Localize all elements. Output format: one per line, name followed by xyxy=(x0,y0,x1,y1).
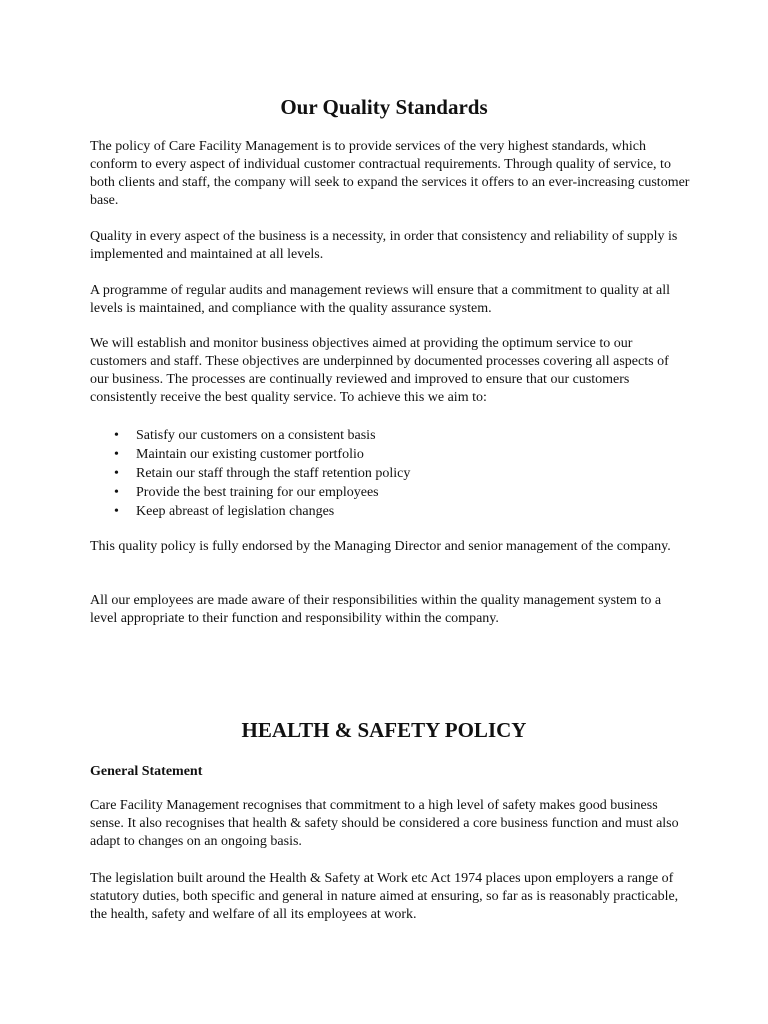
quality-paragraph-4: We will establish and monitor business objectives aimed at providing the optimum service to our customers and staff. These objectives are underpinned by documented processes covering all aspects of our business. The processes are continually reviewed and improved to ensure that our customers consistently receive the best quality service. To achieve this we aim to: xyxy=(90,336,669,405)
list-item-text: Keep abreast of legislation changes xyxy=(136,504,335,519)
health-paragraph-2: The legislation built around the Health & Safety at Work etc Act 1974 places upon employers a range of statutory duties, both specific and general in nature aimed at ensuring, so far as is reasonably practicable, the health, safety and welfare of all its employees at work. xyxy=(90,871,679,922)
general-statement-heading: General Statement xyxy=(90,764,203,779)
list-item-text: Retain our staff through the staff retention policy xyxy=(136,466,411,481)
list-item xyxy=(90,464,690,483)
list-item-text: Provide the best training for our employees xyxy=(136,485,379,500)
health-safety-title: HEALTH & SAFETY POLICY xyxy=(241,718,527,742)
bullet-icon: • xyxy=(114,504,119,519)
quality-standards-title: Our Quality Standards xyxy=(280,95,488,119)
quality-paragraph-5: This quality policy is fully endorsed by the Managing Director and senior management of the company. xyxy=(90,539,671,554)
health-paragraph-1: Care Facility Management recognises that commitment to a high level of safety makes good business sense. It also recognises that health & safety should be considered a core business function and must also adapt to changes on an ongoing basis. xyxy=(90,798,679,849)
list-item-text: Maintain our existing customer portfolio xyxy=(136,447,364,462)
quality-paragraph-1: The policy of Care Facility Management is to provide services of the very highest standards, which conform to every aspect of individual customer contractual requirements. Through quality of service, to both clients and staff, the company will seek to expand the services it offers to an ever-increasing customer base. xyxy=(90,139,690,208)
list-item-text: Satisfy our customers on a consistent basis xyxy=(136,428,376,443)
bullet-icon: • xyxy=(114,466,119,481)
quality-aims-list xyxy=(90,426,690,521)
list-item xyxy=(90,445,690,464)
quality-paragraph-3: A programme of regular audits and management reviews will ensure that a commitment to quality at all levels is maintained, and compliance with the quality assurance system. xyxy=(90,283,671,316)
bullet-icon: • xyxy=(114,428,119,443)
list-item xyxy=(90,502,690,521)
quality-paragraph-2: Quality in every aspect of the business is a necessity, in order that consistency and reliability of supply is implemented and maintained at all levels. xyxy=(90,229,678,262)
bullet-icon: • xyxy=(114,485,119,500)
list-item xyxy=(90,483,690,502)
quality-paragraph-6: All our employees are made aware of their responsibilities within the quality management system to a level appropriate to their function and responsibility within the company. xyxy=(90,593,662,626)
bullet-icon: • xyxy=(114,447,119,462)
list-item xyxy=(90,426,690,445)
